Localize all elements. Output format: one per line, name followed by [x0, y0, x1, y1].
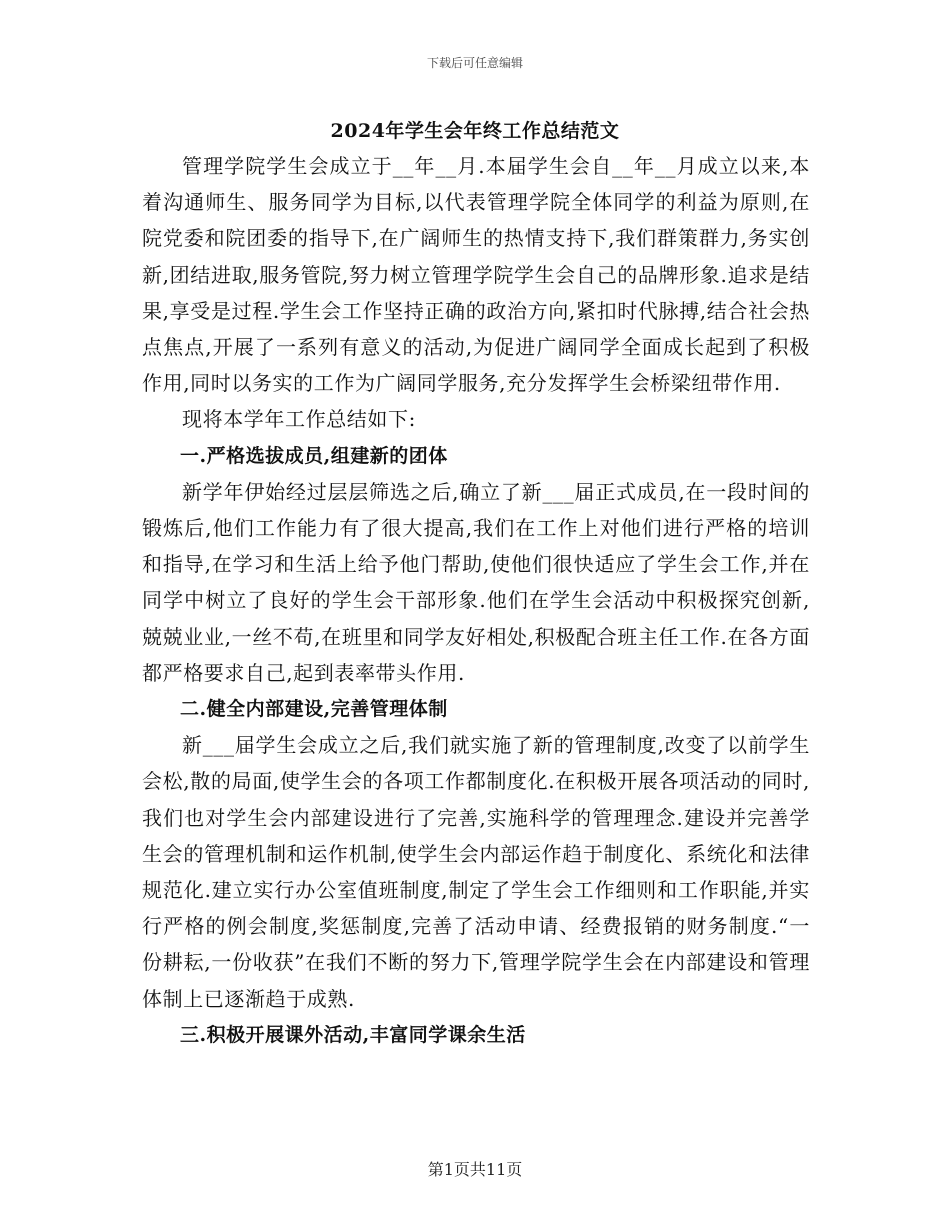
intro-paragraph: 管理学院学生会成立于__年__月.本届学生会自__年__月成立以来,本着沟通师生、服务同学为目标,以代表管理学院全体同学的利益为原则,在院党委和院团委的指导下,在广阔师生的热情支持下,我们群策群力,务实创新,团结进取,服务管院,努力树立管理学院学生会自己的品牌形象.追求是结果,享受是过程.学生会工作坚持正确的政治方向,紧扣时代脉搏,结合社会热点焦点,开展了一系列有意义的活动,为促进广阔同学全面成长起到了积极作用,同时以务实的工作为广阔同学服务,充分发挥学生会桥梁纽带作用. — [142, 154, 810, 396]
lead-paragraph: 现将本学年工作总结如下: — [182, 407, 416, 432]
section-2-heading: 二.健全内部建设,完善管理体制 — [180, 698, 448, 721]
page-indicator: 第1页共11页 — [427, 1160, 523, 1179]
section-1-paragraph: 新学年伊始经过层层筛选之后,确立了新___届正式成员,在一段时间的锻炼后,他们工作能力有了很大提高,我们在工作上对他们进行严格的培训和指导,在学习和生活上给予他门帮助,使他们很快适应了学生会工作,并在同学中树立了良好的学生会干部形象.他们在学生会活动中积极探究创新,兢兢业业,一丝不苟,在班里和同学友好相处,积极配合班主任工作.在各方面都严格要求自己,起到表率带头作用. — [142, 479, 810, 685]
page-header-note: 下载后可任意编辑 — [426, 56, 523, 70]
section-2-paragraph: 新___届学生会成立之后,我们就实施了新的管理制度,改变了以前学生会松,散的局面,使学生会的各项工作都制度化.在积极开展各项活动的同时,我们也对学生会内部建设进行了完善,实施科学的管理理念.建设并完善学生会的管理机制和运作机制,使学生会内部运作趋于制度化、系统化和法律规范化.建立实行办公室值班制度,制定了学生会工作细则和工作职能,并实行严格的例会制度,奖惩制度,完善了活动申请、经费报销的财务制度.“一份耕耘,一份收获”在我们不断的努力下,管理学院学生会在内部建设和管理体制上已逐渐趋于成熟. — [142, 733, 810, 1011]
document-title: 2024年学生会年终工作总结范文 — [330, 120, 620, 142]
section-1-heading: 一.严格选拔成员,组建新的团体 — [180, 444, 448, 467]
document-body — [142, 148, 810, 1053]
section-3-heading: 三.积极开展课外活动,丰富同学课余生活 — [180, 1023, 526, 1046]
